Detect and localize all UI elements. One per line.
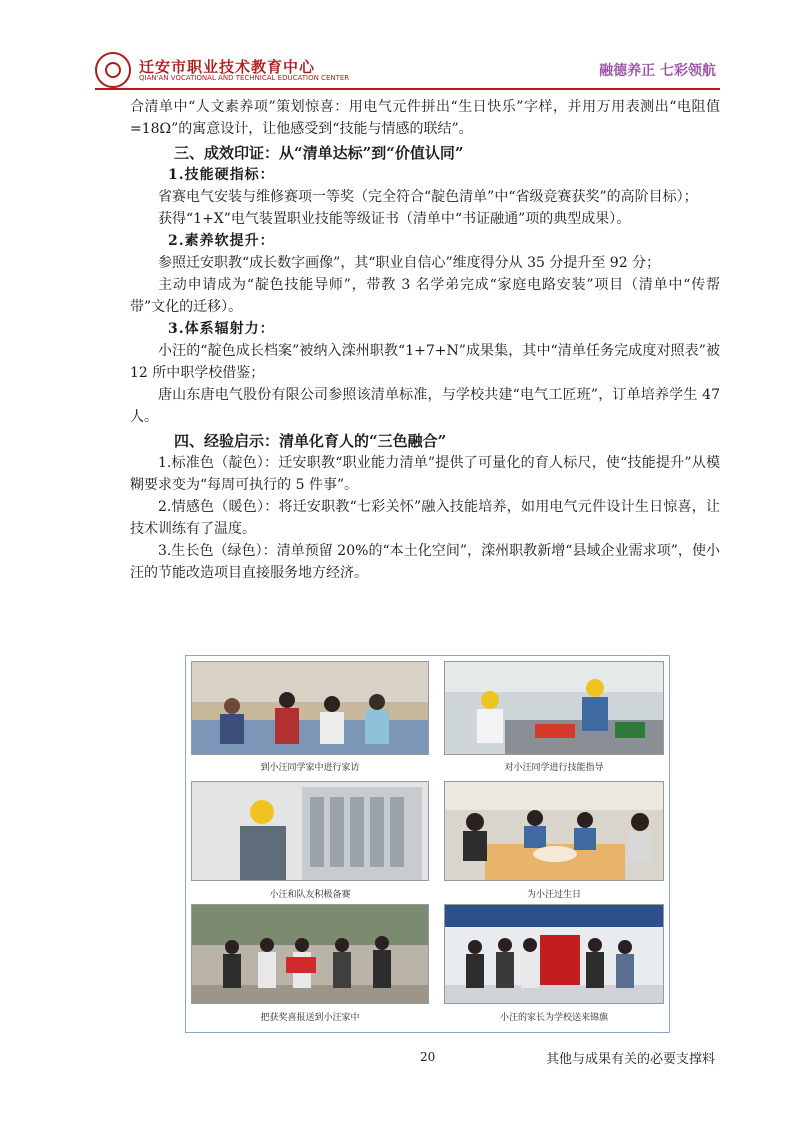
paragraph: 参照迁安职教“成长数字画像”，其“职业自信心”维度得分从 35 分提升至 92 分； [158, 255, 661, 271]
footer-note: 其他与成果有关的必要支撑料 [545, 1052, 715, 1067]
photo-collage [185, 655, 670, 1033]
photo-caption: 小汪和队友积极备赛 [269, 890, 351, 900]
paragraph: 小汪的“靛色成长档案”被纳入滦州职教“1+7+N”成果集，其中“清单任务完成度对照表”被 12 所中职学校借鉴； [130, 343, 720, 381]
header-divider [95, 88, 720, 90]
subsection-heading: 3.体系辐射力： [168, 321, 275, 337]
photo-caption: 对小汪同学进行技能指导 [504, 763, 604, 773]
subsection-heading: 2.素养软提升： [168, 233, 275, 249]
paragraph: 获得“1+X”电气装置职业技能等级证书（清单中“书证融通”项的典型成果）。 [158, 211, 631, 227]
paragraph: 1.标准色（靛色）：迁安职教“职业能力清单”提供了可量化的育人标尺，使“技能提升”从模糊要求变为“每周可执行的 5 件事”。 [130, 455, 720, 493]
paragraph: 主动申请成为“靛色技能导师”，带教 3 名学弟完成“家庭电路安装”项目（清单中“传帮带”文化的迁移）。 [130, 277, 720, 315]
photo-caption: 为小汪过生日 [526, 890, 581, 900]
header-motto: 融德养正 七彩领航 [599, 63, 716, 79]
subsection-heading: 1.技能硬指标： [168, 167, 275, 183]
home-visit-photo [191, 661, 429, 755]
paragraph: 3.生长色（绿色）：清单预留 20%的“本土化空间”，滦州职教新增“县域企业需求项”，使小汪的节能改造项目直接服务地方经济。 [130, 543, 720, 581]
paragraph: 省赛电气安装与维修赛项一等奖（完全符合“靛色清单”中“省级竞赛获奖”的高阶目标）； [158, 189, 698, 205]
org-name-cn: 迁安市职业技术教育中心 [139, 58, 316, 76]
section-heading: 三、成效印证：从“清单达标”到“价值认同” [174, 144, 464, 162]
paragraph: 合清单中“人文素养项”策划惊喜：用电气元件拼出“生日快乐”字样，并用万用表测出“电阻值=18Ω”的寓意设计，让他感受到“技能与情感的联结”。 [130, 99, 720, 137]
banner-presentation-photo [444, 904, 664, 1004]
page-number: 20 [420, 1050, 436, 1064]
paragraph: 唐山东唐电气股份有限公司参照该清单标准，与学校共建“电气工匠班”，订单培养学生 47 人。 [130, 387, 720, 425]
birthday-photo [444, 781, 664, 881]
org-name-en: QIAN'AN VOCATIONAL AND TECHNICAL EDUCATION CENTER [139, 74, 350, 82]
competition-prep-photo [191, 781, 429, 881]
photo-caption: 把获奖喜报送到小汪家中 [260, 1013, 360, 1023]
document-body [130, 96, 720, 584]
section-heading: 四、经验启示：清单化育人的“三色融合” [174, 432, 447, 450]
paragraph: 2.情感色（暖色）：将迁安职教“七彩关怀”融入技能培养，如用电气元件设计生日惊喜，让技术训练有了温度。 [130, 499, 720, 537]
photo-caption: 到小汪同学家中进行家访 [260, 763, 360, 773]
school-logo-icon [95, 52, 131, 88]
award-delivery-photo [191, 904, 429, 1004]
page-header [95, 52, 720, 86]
photo-caption: 小汪的家长为学校送来锦旗 [499, 1013, 608, 1023]
skill-guidance-photo [444, 661, 664, 755]
